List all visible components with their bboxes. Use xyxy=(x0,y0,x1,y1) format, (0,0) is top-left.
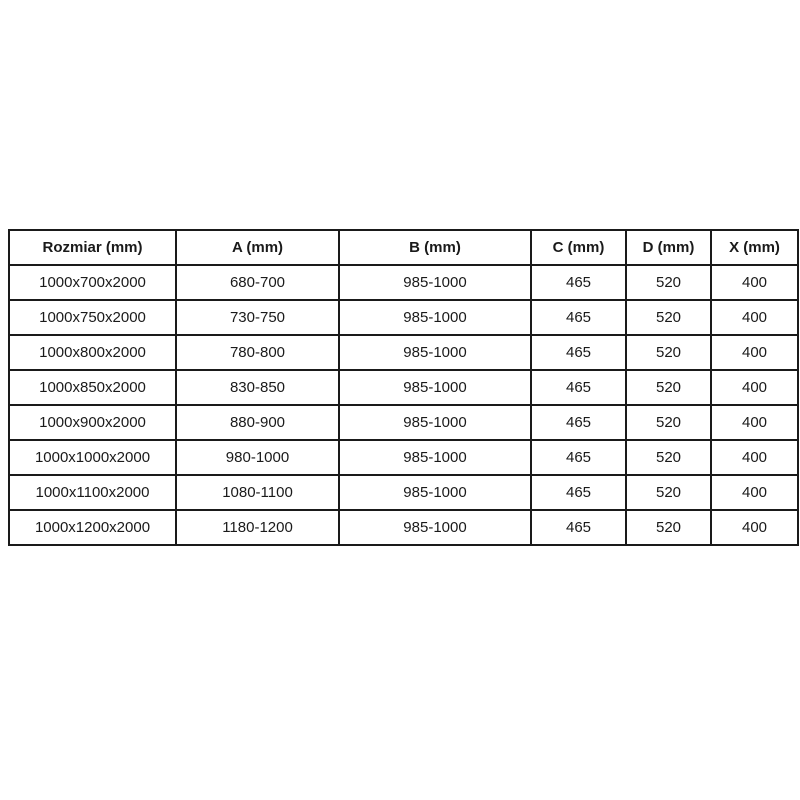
table-cell: 465 xyxy=(531,510,626,545)
table-row xyxy=(9,370,798,405)
table-row xyxy=(9,475,798,510)
table-cell: 400 xyxy=(711,335,798,370)
dimensions-spec-table xyxy=(8,229,799,546)
table-row xyxy=(9,265,798,300)
table-cell: 985-1000 xyxy=(339,370,531,405)
table-cell: 1000x800x2000 xyxy=(9,335,176,370)
table-cell: 1000x1000x2000 xyxy=(9,440,176,475)
table-cell: 465 xyxy=(531,440,626,475)
table-cell: 1000x1100x2000 xyxy=(9,475,176,510)
table-cell: 520 xyxy=(626,405,711,440)
table-cell: 400 xyxy=(711,440,798,475)
table-cell: 400 xyxy=(711,475,798,510)
table-cell: 400 xyxy=(711,265,798,300)
column-header: C (mm) xyxy=(531,230,626,265)
table-row xyxy=(9,300,798,335)
table-cell: 780-800 xyxy=(176,335,339,370)
table-row xyxy=(9,510,798,545)
table-cell: 830-850 xyxy=(176,370,339,405)
table-cell: 465 xyxy=(531,300,626,335)
table-cell: 880-900 xyxy=(176,405,339,440)
table-cell: 520 xyxy=(626,335,711,370)
table-cell: 985-1000 xyxy=(339,405,531,440)
table-cell: 400 xyxy=(711,300,798,335)
table-cell: 985-1000 xyxy=(339,335,531,370)
table-row xyxy=(9,335,798,370)
column-header: Rozmiar (mm) xyxy=(9,230,176,265)
table-cell: 520 xyxy=(626,510,711,545)
column-header: A (mm) xyxy=(176,230,339,265)
table-cell: 985-1000 xyxy=(339,300,531,335)
table-cell: 680-700 xyxy=(176,265,339,300)
column-header: X (mm) xyxy=(711,230,798,265)
table-cell: 1080-1100 xyxy=(176,475,339,510)
table-cell: 1000x850x2000 xyxy=(9,370,176,405)
table-row xyxy=(9,440,798,475)
table-cell: 520 xyxy=(626,265,711,300)
table-cell: 400 xyxy=(711,510,798,545)
table-body xyxy=(9,265,798,545)
table-cell: 1000x1200x2000 xyxy=(9,510,176,545)
table-cell: 520 xyxy=(626,440,711,475)
table-cell: 980-1000 xyxy=(176,440,339,475)
column-header: D (mm) xyxy=(626,230,711,265)
table-cell: 1000x900x2000 xyxy=(9,405,176,440)
table-cell: 1000x700x2000 xyxy=(9,265,176,300)
table-cell: 985-1000 xyxy=(339,510,531,545)
table-cell: 465 xyxy=(531,265,626,300)
table-cell: 400 xyxy=(711,370,798,405)
table-cell: 520 xyxy=(626,300,711,335)
table-cell: 520 xyxy=(626,475,711,510)
table-cell: 1000x750x2000 xyxy=(9,300,176,335)
column-header: B (mm) xyxy=(339,230,531,265)
table-cell: 400 xyxy=(711,405,798,440)
table-cell: 985-1000 xyxy=(339,440,531,475)
table-cell: 465 xyxy=(531,475,626,510)
table-cell: 465 xyxy=(531,405,626,440)
table-cell: 985-1000 xyxy=(339,475,531,510)
table-row xyxy=(9,405,798,440)
table-cell: 985-1000 xyxy=(339,265,531,300)
table-cell: 465 xyxy=(531,370,626,405)
table-cell: 465 xyxy=(531,335,626,370)
table-cell: 520 xyxy=(626,370,711,405)
table-cell: 730-750 xyxy=(176,300,339,335)
header-row xyxy=(9,230,798,265)
table-cell: 1180-1200 xyxy=(176,510,339,545)
